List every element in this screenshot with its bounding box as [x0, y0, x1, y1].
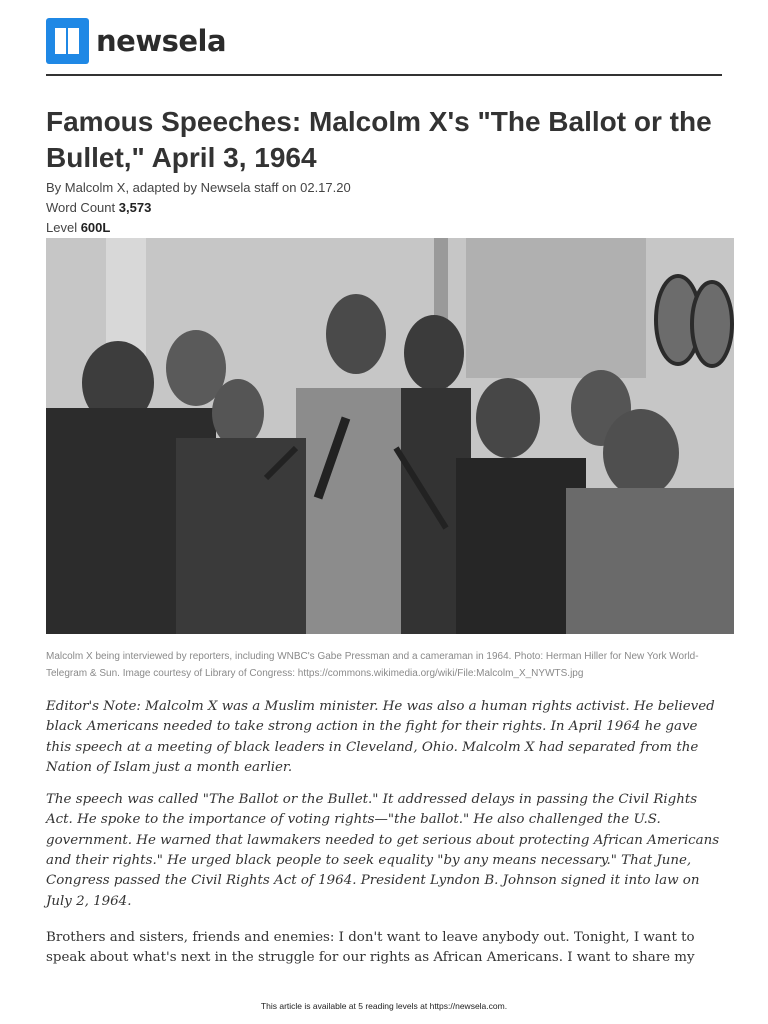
article-body [46, 928, 722, 969]
newsela-header [46, 18, 226, 64]
editors-note-paragraph-1: Editor's Note: Malcolm X was a Muslim minister. He was also a human rights activist. He believed black Americans needed to take strong action in the fight for their rights. In April 1964 he gave this speech at a meeting of black leaders in Cleveland, Ohio. Malcolm X had separated from the Nation of Islam just a month earlier. [46, 699, 715, 775]
newsela-logo-icon[interactable] [46, 18, 89, 64]
header-divider [46, 74, 722, 76]
level-value: 600L [80, 220, 111, 235]
logo-text[interactable]: newsela [96, 24, 227, 58]
word-count-value: 3,573 [118, 200, 152, 215]
editors-note-paragraph-2: The speech was called "The Ballot or the Bullet." It addressed delays in passing the Civil Rights Act. He spoke to the importance of voting rights—"the ballot." He also challenged the U.S. government. He warned that lawmakers needed to get serious about protecting African Americans and their rights." He urged black people to seek equality "by any means necessary." That June, Congress passed the Civil Rights Act of 1964. President Lyndon B. Johnson signed it into law on July 2, 1964. [46, 792, 720, 909]
body-paragraph-1: Brothers and sisters, friends and enemies: I don't want to leave anybody out. Tonight, I want to speak about what's next in the struggle for our rights as African Americans. I want to share my [46, 930, 695, 966]
article-meta [46, 178, 351, 238]
word-count-label: Word Count [46, 200, 116, 215]
reading-level [46, 218, 351, 238]
byline: By Malcolm X, adapted by Newsela staff on 02.17.20 [46, 180, 351, 195]
editors-note [46, 697, 722, 924]
page-footer: This article is available at 5 reading levels at https://newsela.com. [260, 1001, 508, 1011]
word-count [46, 198, 351, 218]
level-label: Level [46, 220, 78, 235]
photo-caption: Malcolm X being interviewed by reporters, including WNBC's Gabe Pressman and a cameraman in 1964. Photo: Herman Hiller for New York World-Telegram & Sun. Image courtesy of Library of Congress: https://commons.wikimedia.org/wiki/File:Malcolm_X_NYWTS.jpg [46, 651, 699, 679]
article-title: Famous Speeches: Malcolm X's "The Ballot or the Bullet," April 3, 1964 [46, 106, 712, 173]
article-photo [46, 238, 734, 634]
photo-illustration [46, 238, 734, 634]
